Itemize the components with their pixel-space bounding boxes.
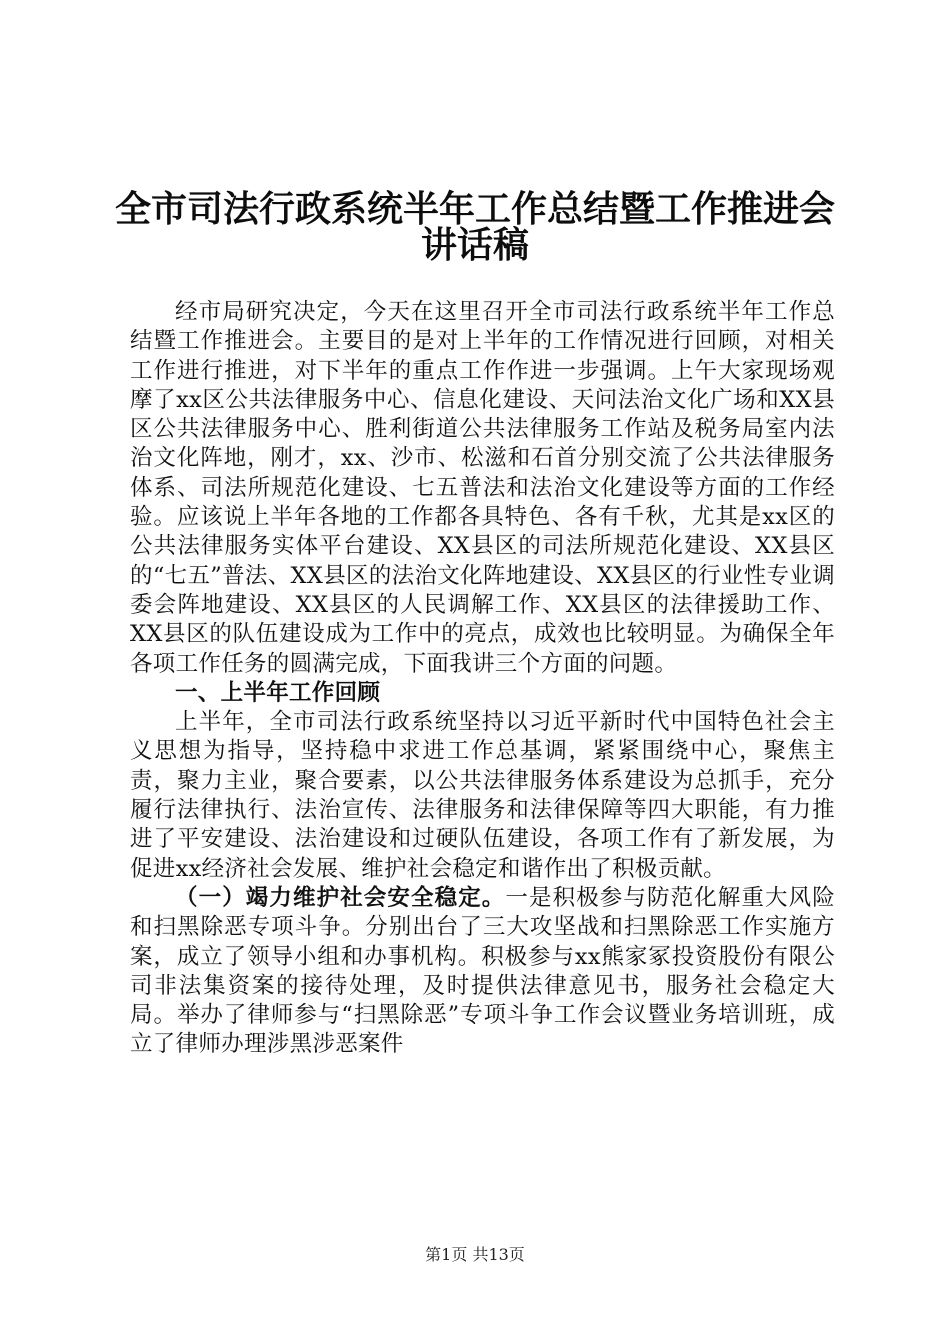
page-footer: 第1页 共13页 [425, 1245, 525, 1264]
section1-paragraph: 上半年，全市司法行政系统坚持以习近平新时代中国特色社会主义思想为指导，坚持稳中求进工作总基调，紧紧围绕中心，聚焦主责，聚力主业，聚合要素，以公共法律服务体系建设为总抓手，充分履行法律执行、法治宣传、法律服务和法律保障等四大职能，有力推进了平安建设、法治建设和过硬队伍建设，各项工作有了新发展，为促进xx经济社会发展、维护社会稳定和谐作出了积极贡献。 [130, 709, 835, 882]
subsection1-heading: （一）竭力维护社会安全稳定。 [175, 884, 506, 911]
document-body [130, 298, 835, 1060]
intro-paragraph: 经市局研究决定，今天在这里召开全市司法行政系统半年工作总结暨工作推进会。主要目的是对上半年的工作情况进行回顾，对相关工作进行推进，对下半年的重点工作作进一步强调。上午大家现场观摩了xx区公共法律服务中心、信息化建设、天问法治文化广场和XX县区公共法律服务中心、胜利街道公共法律服务工作站及税务局室内法治文化阵地，刚才，xx、沙市、松滋和石首分别交流了公共法律服务体系、司法所规范化建设、七五普法和法治文化建设等方面的工作经验。应该说上半年各地的工作都各具特色、各有千秋，尤其是xx区的公共法律服务实体平台建设、XX县区的司法所规范化建设、XX县区的“七五”普法、XX县区的法治文化阵地建设、XX县区的行业性专业调委会阵地建设、XX县区的人民调解工作、XX县区的法律援助工作、XX县区的队伍建设成为工作中的亮点，成效也比较明显。为确保全年各项工作任务的圆满完成，下面我讲三个方面的问题。 [130, 299, 835, 677]
document-title-line1: 全市司法行政系统半年工作总结暨工作推进会 [114, 189, 835, 230]
section1-heading: 一、上半年工作回顾 [175, 679, 381, 706]
document-title-line2: 讲话稿 [420, 225, 529, 266]
subsection1-paragraph [130, 884, 835, 1060]
subsection1-body: 一是积极参与防范化解重大风险和扫黑除恶专项斗争。分别出台了三大攻坚战和扫黑除恶工作实施方案，成立了领导小组和办事机构。积极参与xx熊家冢投资股份有限公司非法集资案的接待处理，及时提供法律意见书，服务社会稳定大局。举办了律师参与“扫黑除恶”专项斗争工作会议暨业务培训班，成立了律师办理涉黑涉恶案件 [130, 884, 836, 1058]
